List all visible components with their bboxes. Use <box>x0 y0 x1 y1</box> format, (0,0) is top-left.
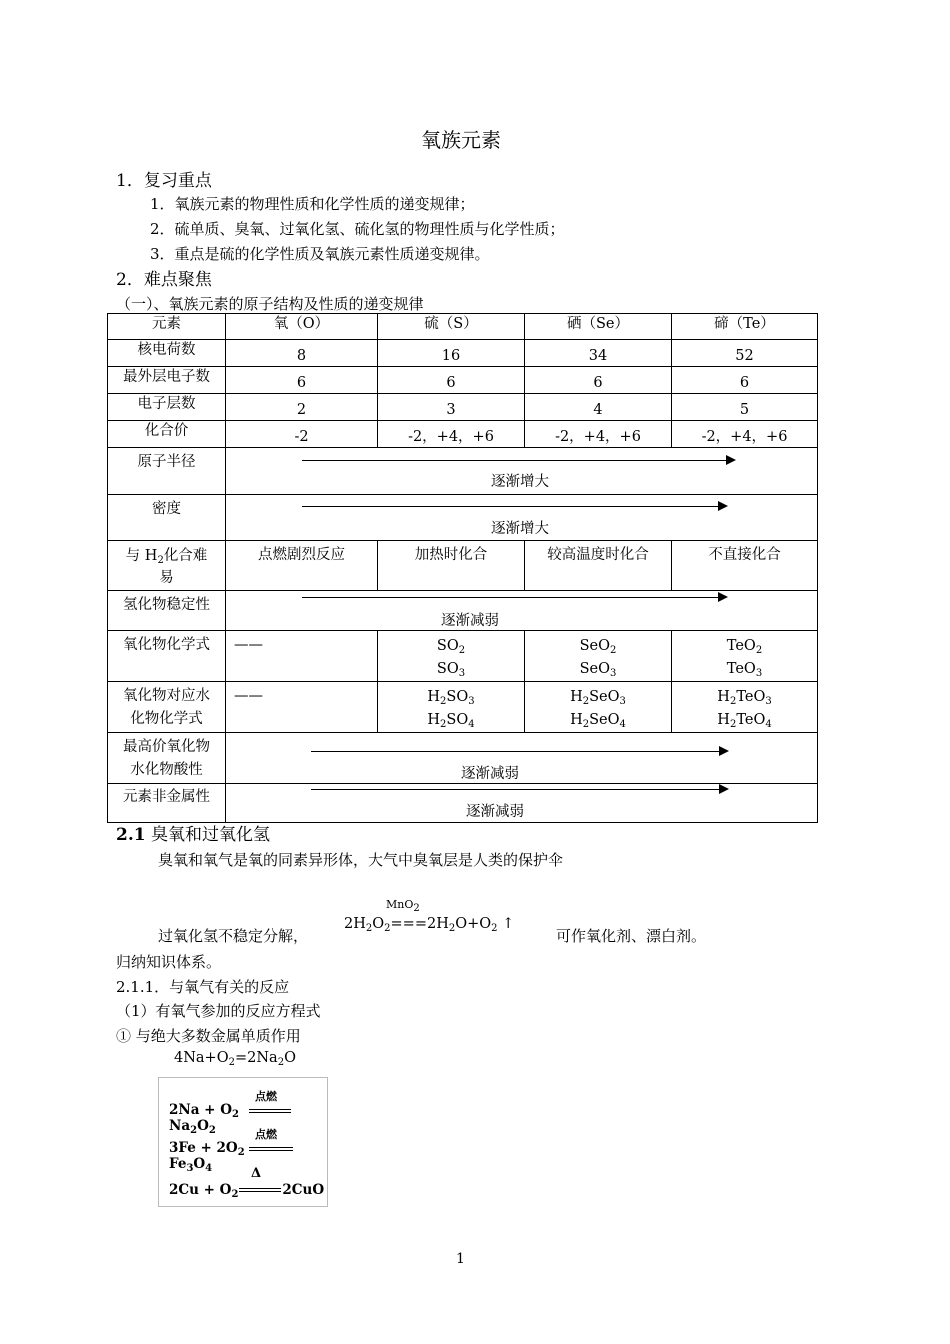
trend-arrow <box>302 597 726 598</box>
cell: -2，+4，+6 <box>672 421 818 448</box>
cell-te-acids: $H_2TeO_3$ $H_2TeO_4$ <box>672 682 818 733</box>
catalyst-label: MnO$_2$ <box>386 898 420 914</box>
cell: 6 <box>672 367 818 394</box>
cell: 4 <box>525 394 672 421</box>
table-caption: （一）、氧族元素的原子结构及性质的递变规律 <box>116 295 424 313</box>
cell: -2，+4，+6 <box>378 421 525 448</box>
list-item-1: ① 与绝大多数金属单质作用 <box>116 1027 301 1045</box>
trend-cell <box>226 448 818 495</box>
cell-te-oxides: TeO$_2$ TeO$_3$ <box>672 631 818 682</box>
page-title: 氧族元素 <box>421 128 501 152</box>
eq-text: 4Na+O <box>174 1050 229 1066</box>
trend-label: 逐渐增大 <box>491 474 549 490</box>
cell-s-acids: $H_2SO_3$ $H_2SO_4$ <box>378 682 525 733</box>
cell: 6 <box>226 367 378 394</box>
label-part: 水化物酸性 <box>130 762 203 778</box>
equation-fe3o4: $3Fe + 2O_2Fe_3O_4$ <box>169 1140 245 1174</box>
header-cell: 硒（Se） <box>525 314 672 340</box>
section-1-heading: 1．复习重点 <box>116 171 212 191</box>
cell: 加热时化合 <box>378 541 525 591</box>
row-label: 化合价 <box>108 421 226 448</box>
cell: 34 <box>525 340 672 367</box>
trend-arrow <box>311 751 727 752</box>
header-cell: 硫（S） <box>378 314 525 340</box>
cell: 2 <box>226 394 378 421</box>
sub-heading-2-1-1: 2.1.1．与氧气有关的反应 <box>116 978 290 996</box>
eq-bar <box>249 1147 293 1148</box>
condition: Δ <box>251 1166 262 1181</box>
na-equation: $4Na+O_2=2Na_2O$ <box>174 1050 296 1068</box>
section-2-1-heading <box>116 820 270 845</box>
label-part: 化合难 <box>163 548 208 564</box>
subscript: 2 <box>157 555 164 566</box>
cell: -2，+4，+6 <box>525 421 672 448</box>
label-part: 易 <box>159 570 174 586</box>
cell: —— <box>226 682 378 733</box>
cell: 3 <box>378 394 525 421</box>
row-label: 最外层电子数 <box>108 367 226 394</box>
header-cell: 元素 <box>108 314 226 340</box>
cell: 16 <box>378 340 525 367</box>
cell-se-acids: $H_2SeO_3$ $H_2SeO_4$ <box>525 682 672 733</box>
label-part: 氧化物对应水 <box>123 688 210 704</box>
h2o2-text: 过氧化氢不稳定分解， <box>158 927 309 945</box>
header-cell: 碲（Te） <box>672 314 818 340</box>
cell: 6 <box>525 367 672 394</box>
cell: 5 <box>672 394 818 421</box>
row-label: 电子层数 <box>108 394 226 421</box>
cell: 点燃剧烈反应 <box>226 541 378 591</box>
row-label: 元素非金属性 <box>108 784 226 823</box>
ozone-paragraph: 臭氧和氧气是氧的同素异形体，大气中臭氧层是人类的保护伞 <box>158 851 564 869</box>
trend-arrow <box>311 789 727 790</box>
h2o2-equation: $2H_2O_2===2H_2O+O_2$ ↑ <box>344 916 515 934</box>
cell: -2 <box>226 421 378 448</box>
row-label: 原子半径 <box>108 448 226 495</box>
label-part: 最高价氧化物 <box>123 739 210 755</box>
eq-bar <box>249 1150 293 1151</box>
eq-bar <box>239 1188 281 1189</box>
row-label: 氧化物化学式 <box>108 631 226 682</box>
page-number: 1 <box>456 1251 465 1267</box>
row-label: 氢化物稳定性 <box>108 591 226 631</box>
equation-na2o2: $2Na + O_2Na_2O_2$ <box>169 1102 239 1136</box>
eq-bar <box>239 1191 281 1192</box>
section-2-heading: 2．难点聚焦 <box>116 270 212 290</box>
cell: 6 <box>378 367 525 394</box>
equation-cuo: $2Cu + O_2$ 2CuO <box>169 1182 325 1200</box>
condition: 点燃 <box>255 1090 277 1103</box>
cell: 52 <box>672 340 818 367</box>
trend-label: 逐渐减弱 <box>466 804 524 820</box>
eq-bar <box>249 1112 291 1113</box>
review-point-1: 1．氧族元素的物理性质和化学性质的递变规律； <box>150 195 475 213</box>
eq-bar <box>249 1109 291 1110</box>
cell: 8 <box>226 340 378 367</box>
cell-se-oxides: SeO$_2$ SeO$_3$ <box>525 631 672 682</box>
equation-image <box>158 1077 328 1207</box>
row-label: 核电荷数 <box>108 340 226 367</box>
row-label-h2 <box>108 541 226 591</box>
review-point-3: 3．重点是硫的化学性质及氧族元素性质递变规律。 <box>150 245 490 263</box>
trend-cell <box>226 591 818 631</box>
row-label: 密度 <box>108 495 226 541</box>
cell: 不直接化合 <box>672 541 818 591</box>
label-part: 与 H <box>125 548 158 564</box>
review-point-2: 2．硫单质、臭氧、过氧化氢、硫化氢的物理性质与化学性质； <box>150 220 565 238</box>
header-cell: 氧（O） <box>226 314 378 340</box>
heading-text: 臭氧和过氧化氢 <box>150 825 270 845</box>
trend-label: 逐渐增大 <box>491 521 549 537</box>
trend-cell <box>226 733 818 784</box>
trend-label: 逐渐减弱 <box>441 613 499 629</box>
element-properties-table <box>107 313 818 823</box>
cell-s-oxides: $SO_2$ $SO_3$ <box>378 631 525 682</box>
summary-text: 归纳知识体系。 <box>116 953 222 971</box>
condition: 点燃 <box>255 1128 277 1141</box>
row-label-hydrate <box>108 682 226 733</box>
sub-heading-1: （1）有氧气参加的反应方程式 <box>116 1002 321 1020</box>
heading-number: 2.1 <box>116 825 146 845</box>
row-label-acidity <box>108 733 226 784</box>
catalyst: MnO <box>386 898 414 911</box>
trend-label: 逐渐减弱 <box>461 766 519 782</box>
trend-arrow <box>302 460 734 461</box>
cell: —— <box>226 631 378 682</box>
cell: 较高温度时化合 <box>525 541 672 591</box>
label-part: 化物化学式 <box>130 711 203 727</box>
trend-cell <box>226 784 818 823</box>
trend-cell <box>226 495 818 541</box>
trend-arrow <box>302 506 726 507</box>
h2o2-use: 可作氧化剂、漂白剂。 <box>556 927 707 945</box>
